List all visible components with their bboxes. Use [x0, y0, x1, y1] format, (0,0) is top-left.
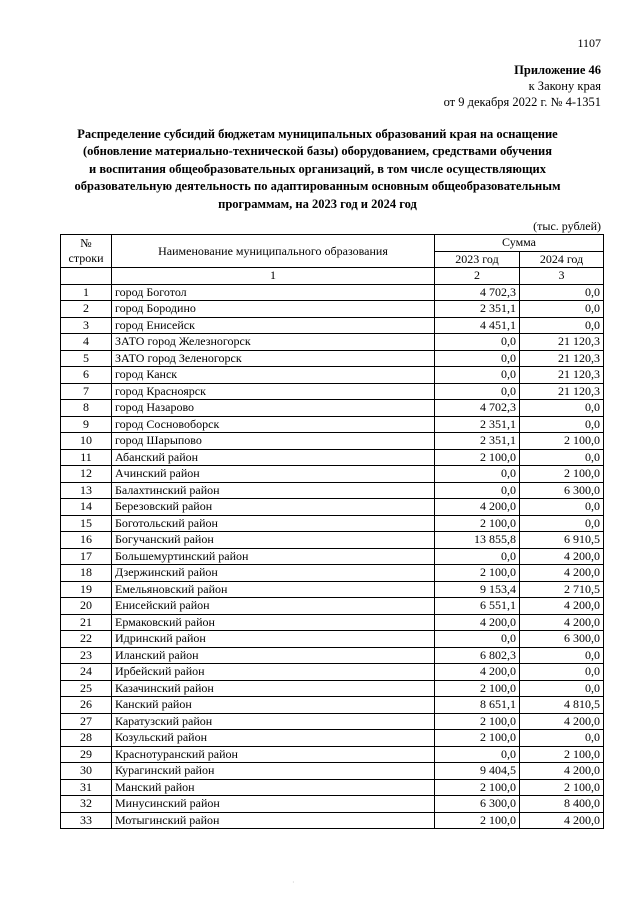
value-2023: 0,0 [435, 466, 520, 483]
row-number: 31 [61, 779, 112, 796]
value-2023: 2 351,1 [435, 433, 520, 450]
table-row [61, 317, 604, 334]
value-2024: 2 100,0 [520, 746, 604, 763]
row-number: 18 [61, 565, 112, 582]
value-2023: 2 100,0 [435, 565, 520, 582]
title-line: образовательную деятельность по адаптированным основным общеобразовательным [74, 179, 561, 194]
value-2023: 4 451,1 [435, 317, 520, 334]
municipality-name: Ирбейский район [112, 664, 435, 681]
row-number: 29 [61, 746, 112, 763]
value-2023: 0,0 [435, 334, 520, 351]
value-2023: 2 100,0 [435, 730, 520, 747]
value-2024: 0,0 [520, 301, 604, 318]
table-row [61, 812, 604, 829]
value-2024: 0,0 [520, 515, 604, 532]
value-2023: 6 802,3 [435, 647, 520, 664]
municipality-name: город Енисейск [112, 317, 435, 334]
municipality-name: город Сосновоборск [112, 416, 435, 433]
row-number: 7 [61, 383, 112, 400]
row-number: 16 [61, 532, 112, 549]
value-2023: 0,0 [435, 383, 520, 400]
column-number: 1 [112, 268, 435, 285]
municipality-name: Манский район [112, 779, 435, 796]
municipality-name: Балахтинский район [112, 482, 435, 499]
row-number: 9 [61, 416, 112, 433]
table-row [61, 614, 604, 631]
row-number: 23 [61, 647, 112, 664]
table-row [61, 565, 604, 582]
value-2023: 2 100,0 [435, 680, 520, 697]
row-number: 26 [61, 697, 112, 714]
appendix-law: к Закону края [528, 79, 601, 93]
table-row [61, 400, 604, 417]
value-2023: 4 200,0 [435, 499, 520, 516]
value-2024: 6 300,0 [520, 482, 604, 499]
value-2023: 4 702,3 [435, 284, 520, 301]
municipality-name: город Назарово [112, 400, 435, 417]
row-number: 24 [61, 664, 112, 681]
header-sum: Сумма [435, 235, 604, 252]
title-line: программам, на 2023 год и 2024 год [218, 196, 417, 211]
value-2023: 2 351,1 [435, 301, 520, 318]
value-2024: 4 200,0 [520, 598, 604, 615]
municipality-name: ЗАТО город Зеленогорск [112, 350, 435, 367]
value-2024: 0,0 [520, 317, 604, 334]
value-2023: 4 200,0 [435, 614, 520, 631]
header-num-line1: № [80, 236, 92, 250]
table-row [61, 647, 604, 664]
value-2023: 8 651,1 [435, 697, 520, 714]
municipality-name: Енисейский район [112, 598, 435, 615]
municipality-name: Курагинский район [112, 763, 435, 780]
header-row-number [61, 235, 112, 268]
table-row [61, 631, 604, 648]
value-2023: 6 300,0 [435, 796, 520, 813]
value-2024: 2 710,5 [520, 581, 604, 598]
municipality-name: Каратузский район [112, 713, 435, 730]
municipality-name: ЗАТО город Железногорск [112, 334, 435, 351]
row-number: 22 [61, 631, 112, 648]
value-2024: 0,0 [520, 730, 604, 747]
column-number: 3 [520, 268, 604, 285]
table-row [61, 466, 604, 483]
municipality-name: Березовский район [112, 499, 435, 516]
column-number [61, 268, 112, 285]
table-row [61, 383, 604, 400]
table-row [61, 746, 604, 763]
value-2023: 13 855,8 [435, 532, 520, 549]
value-2024: 4 200,0 [520, 565, 604, 582]
row-number: 2 [61, 301, 112, 318]
subsidy-table [60, 234, 604, 829]
value-2023: 4 200,0 [435, 664, 520, 681]
value-2024: 4 810,5 [520, 697, 604, 714]
row-number: 14 [61, 499, 112, 516]
row-number: 4 [61, 334, 112, 351]
table-row [61, 499, 604, 516]
municipality-name: Идринский район [112, 631, 435, 648]
row-number: 30 [61, 763, 112, 780]
value-2023: 2 351,1 [435, 416, 520, 433]
row-number: 8 [61, 400, 112, 417]
table-row [61, 367, 604, 384]
municipality-name: город Бородино [112, 301, 435, 318]
value-2024: 6 300,0 [520, 631, 604, 648]
header-num-line2: строки [68, 251, 104, 265]
row-number: 32 [61, 796, 112, 813]
value-2023: 2 100,0 [435, 779, 520, 796]
municipality-name: Ачинский район [112, 466, 435, 483]
value-2023: 0,0 [435, 350, 520, 367]
value-2023: 9 404,5 [435, 763, 520, 780]
value-2024: 0,0 [520, 400, 604, 417]
column-number-row [61, 268, 604, 285]
value-2023: 0,0 [435, 631, 520, 648]
table-row [61, 713, 604, 730]
table-row [61, 548, 604, 565]
row-number: 17 [61, 548, 112, 565]
municipality-name: Богучанский район [112, 532, 435, 549]
table-row [61, 697, 604, 714]
municipality-name: Дзержинский район [112, 565, 435, 582]
value-2024: 21 120,3 [520, 350, 604, 367]
value-2024: 21 120,3 [520, 383, 604, 400]
value-2024: 4 200,0 [520, 713, 604, 730]
value-2023: 2 100,0 [435, 449, 520, 466]
scan-mark: · [292, 878, 295, 887]
appendix-date: от 9 декабря 2022 г. № 4-1351 [443, 95, 601, 109]
table-row [61, 284, 604, 301]
value-2024: 4 200,0 [520, 614, 604, 631]
value-2024: 6 910,5 [520, 532, 604, 549]
row-number: 21 [61, 614, 112, 631]
table-row [61, 334, 604, 351]
value-2023: 4 702,3 [435, 400, 520, 417]
table-row [61, 680, 604, 697]
row-number: 20 [61, 598, 112, 615]
column-number: 2 [435, 268, 520, 285]
value-2023: 0,0 [435, 548, 520, 565]
municipality-name: Иланский район [112, 647, 435, 664]
table-row [61, 433, 604, 450]
table-row [61, 796, 604, 813]
table-row [61, 515, 604, 532]
municipality-name: Большемуртинский район [112, 548, 435, 565]
municipality-name: город Канск [112, 367, 435, 384]
document-title [60, 126, 575, 213]
value-2023: 0,0 [435, 367, 520, 384]
value-2024: 0,0 [520, 416, 604, 433]
appendix-title: Приложение 46 [514, 63, 601, 77]
value-2024: 0,0 [520, 647, 604, 664]
value-2023: 2 100,0 [435, 812, 520, 829]
row-number: 5 [61, 350, 112, 367]
header-year-2024: 2024 год [520, 251, 604, 268]
value-2024: 21 120,3 [520, 367, 604, 384]
municipality-name: Мотыгинский район [112, 812, 435, 829]
row-number: 12 [61, 466, 112, 483]
municipality-name: Емельяновский район [112, 581, 435, 598]
municipality-name: город Красноярск [112, 383, 435, 400]
table-row [61, 763, 604, 780]
row-number: 28 [61, 730, 112, 747]
value-2023: 0,0 [435, 746, 520, 763]
municipality-name: Ермаковский район [112, 614, 435, 631]
header-year-2023: 2023 год [435, 251, 520, 268]
value-2024: 8 400,0 [520, 796, 604, 813]
value-2024: 0,0 [520, 664, 604, 681]
title-line: Распределение субсидий бюджетам муниципальных образований края на оснащение [77, 127, 558, 141]
municipality-name: Абанский район [112, 449, 435, 466]
value-2023: 2 100,0 [435, 713, 520, 730]
value-2024: 0,0 [520, 449, 604, 466]
municipality-name: Козульский район [112, 730, 435, 747]
row-number: 13 [61, 482, 112, 499]
row-number: 25 [61, 680, 112, 697]
row-number: 6 [61, 367, 112, 384]
table-row [61, 350, 604, 367]
value-2023: 9 153,4 [435, 581, 520, 598]
value-2023: 0,0 [435, 482, 520, 499]
row-number: 33 [61, 812, 112, 829]
value-2024: 2 100,0 [520, 466, 604, 483]
row-number: 15 [61, 515, 112, 532]
table-row [61, 482, 604, 499]
row-number: 10 [61, 433, 112, 450]
title-line: и воспитания общеобразовательных организаций, в том числе осуществляющих [89, 161, 546, 176]
row-number: 11 [61, 449, 112, 466]
row-number: 19 [61, 581, 112, 598]
table-row [61, 301, 604, 318]
municipality-name: Канский район [112, 697, 435, 714]
table-row [61, 532, 604, 549]
header-name: Наименование муниципального образования [112, 235, 435, 268]
municipality-name: Краснотуранский район [112, 746, 435, 763]
row-number: 1 [61, 284, 112, 301]
value-2023: 2 100,0 [435, 515, 520, 532]
header-row [61, 235, 604, 252]
municipality-name: город Боготол [112, 284, 435, 301]
municipality-name: Боготольский район [112, 515, 435, 532]
table-row [61, 664, 604, 681]
value-2024: 0,0 [520, 284, 604, 301]
table-row [61, 416, 604, 433]
table-body [61, 284, 604, 829]
value-2024: 4 200,0 [520, 812, 604, 829]
appendix-block [444, 62, 601, 110]
value-2024: 0,0 [520, 499, 604, 516]
units-label: (тыс. рублей) [533, 219, 601, 233]
table-row [61, 449, 604, 466]
value-2023: 6 551,1 [435, 598, 520, 615]
value-2024: 0,0 [520, 680, 604, 697]
municipality-name: город Шарыпово [112, 433, 435, 450]
municipality-name: Казачинский район [112, 680, 435, 697]
value-2024: 2 100,0 [520, 433, 604, 450]
table-row [61, 581, 604, 598]
title-line: (обновление материально-технической базы) оборудованием, средствами обучения [83, 144, 552, 159]
municipality-name: Минусинский район [112, 796, 435, 813]
value-2024: 2 100,0 [520, 779, 604, 796]
value-2024: 4 200,0 [520, 548, 604, 565]
row-number: 3 [61, 317, 112, 334]
page-number: 1107 [577, 36, 601, 50]
table-row [61, 779, 604, 796]
table-row [61, 730, 604, 747]
value-2024: 4 200,0 [520, 763, 604, 780]
table-row [61, 598, 604, 615]
row-number: 27 [61, 713, 112, 730]
value-2024: 21 120,3 [520, 334, 604, 351]
